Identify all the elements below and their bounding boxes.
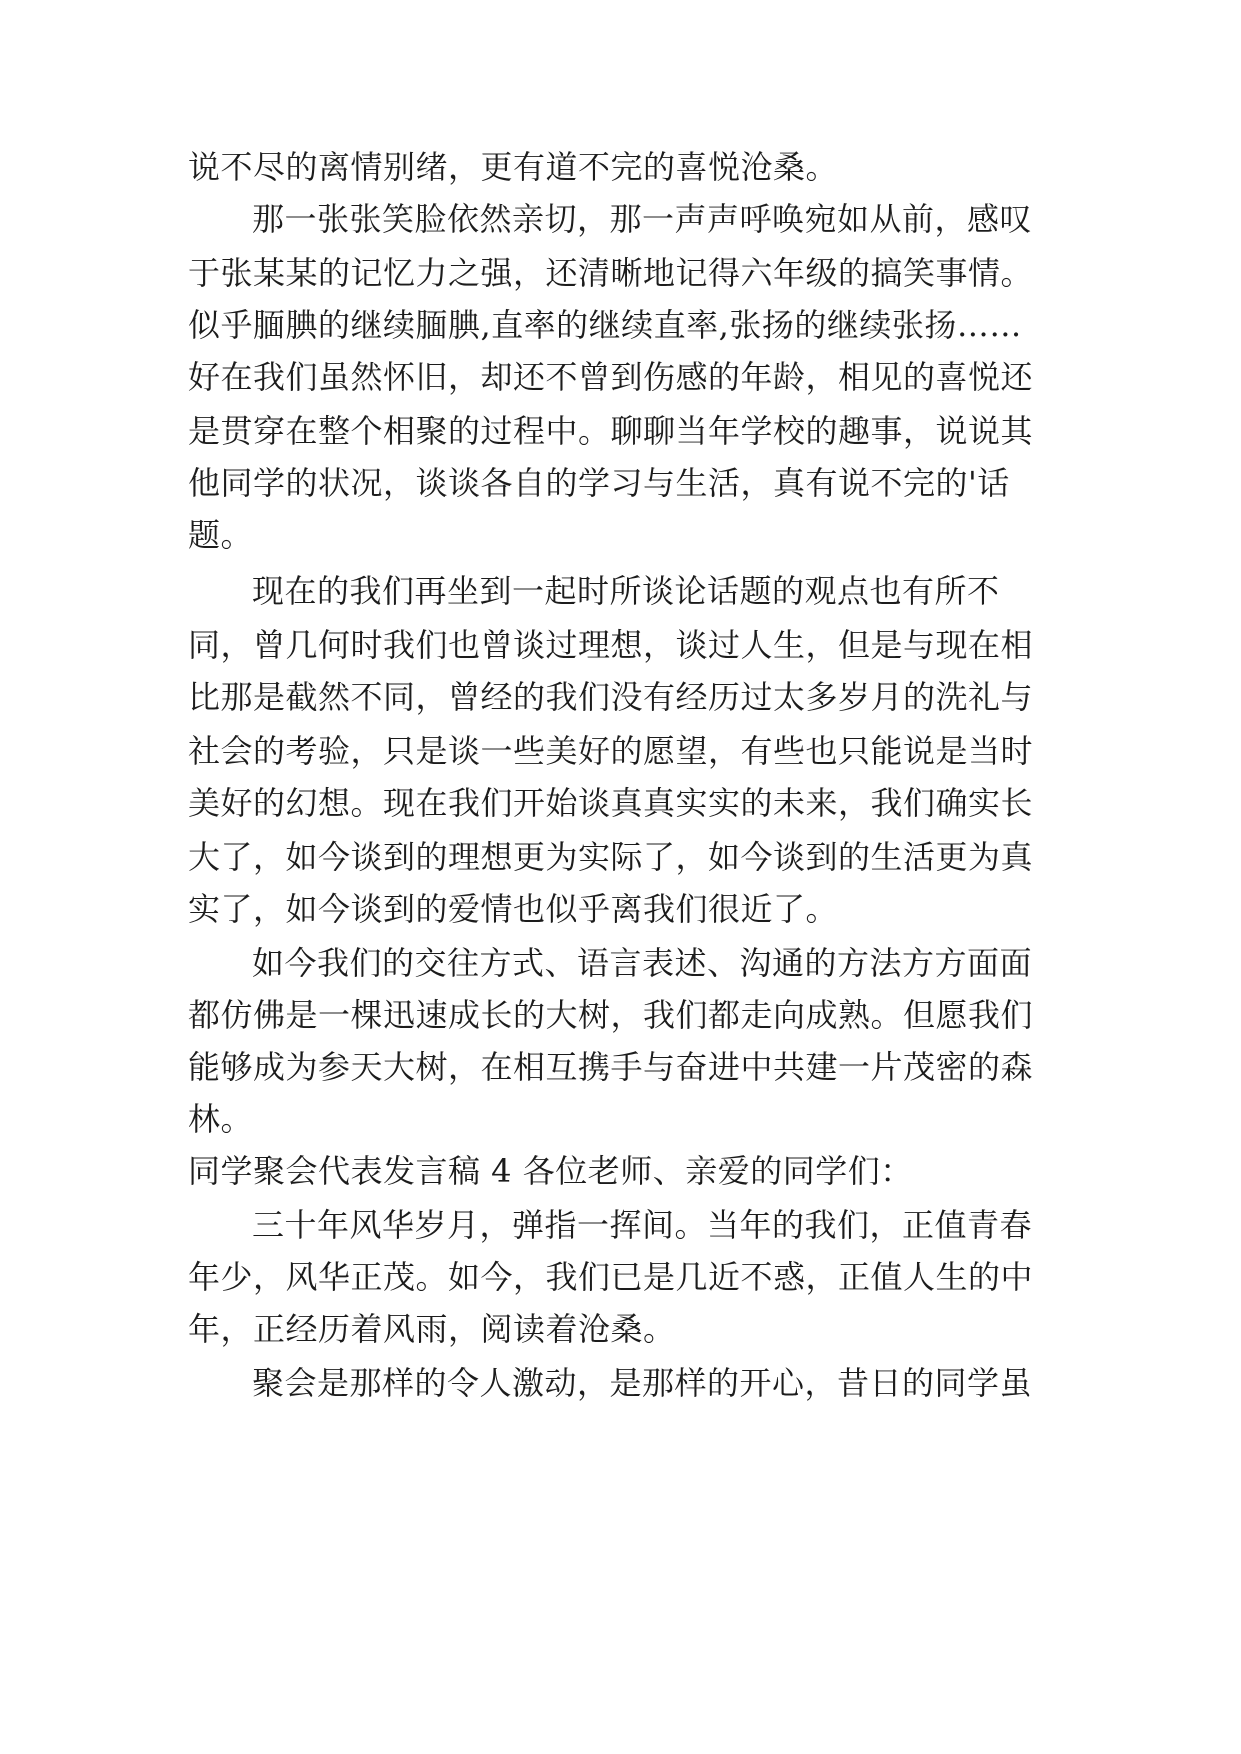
text-line: 林。 [188, 1100, 254, 1138]
section-heading: 同学聚会代表发言稿 4 各位老师、亲爱的同学们： [188, 1152, 913, 1190]
text-line: 比那是截然不同，曾经的我们没有经历过太多岁月的洗礼与 [188, 678, 1034, 716]
text-line: 大了，如今谈到的理想更为实际了，如今谈到的生活更为真 [188, 838, 1034, 876]
text-line: 都仿佛是一棵迅速成长的大树，我们都走向成熟。但愿我们 [188, 996, 1034, 1034]
text-line: 同，曾几何时我们也曾谈过理想，谈过人生，但是与现在相 [188, 626, 1034, 664]
text-line: 年少，风华正茂。如今，我们已是几近不惑，正值人生的中 [188, 1258, 1034, 1296]
text-line: 题。 [188, 516, 254, 554]
text-line: 于张某某的记忆力之强，还清晰地记得六年级的搞笑事情。 [188, 254, 1034, 292]
text-line: 如今我们的交往方式、语言表述、沟通的方法方方面面 [252, 944, 1033, 982]
text-line: 聚会是那样的令人激动，是那样的开心，昔日的同学虽 [252, 1364, 1033, 1402]
text-line: 能够成为参天大树，在相互携手与奋进中共建一片茂密的森 [188, 1048, 1034, 1086]
text-line: 美好的幻想。现在我们开始谈真真实实的未来，我们确实长 [188, 784, 1034, 822]
text-line: 他同学的状况，谈谈各自的学习与生活，真有说不完的'话 [188, 464, 1010, 502]
text-line: 说不尽的离情别绪，更有道不完的喜悦沧桑。 [188, 148, 839, 186]
text-line: 年，正经历着风雨，阅读着沧桑。 [188, 1310, 676, 1348]
text-line: 三十年风华岁月，弹指一挥间。当年的我们，正值青春 [252, 1206, 1033, 1244]
text-line: 似乎腼腆的继续腼腆,直率的继续直率,张扬的继续张扬…… [188, 306, 1022, 344]
text-line: 现在的我们再坐到一起时所谈论话题的观点也有所不 [252, 572, 1000, 610]
text-line: 实了，如今谈到的爱情也似乎离我们很近了。 [188, 890, 839, 928]
text-line: 那一张张笑脸依然亲切，那一声声呼唤宛如从前，感叹 [252, 200, 1033, 238]
text-line: 好在我们虽然怀旧，却还不曾到伤感的年龄，相见的喜悦还 [188, 358, 1034, 396]
text-line: 社会的考验，只是谈一些美好的愿望，有些也只能说是当时 [188, 732, 1034, 770]
text-line: 是贯穿在整个相聚的过程中。聊聊当年学校的趣事，说说其 [188, 412, 1034, 450]
